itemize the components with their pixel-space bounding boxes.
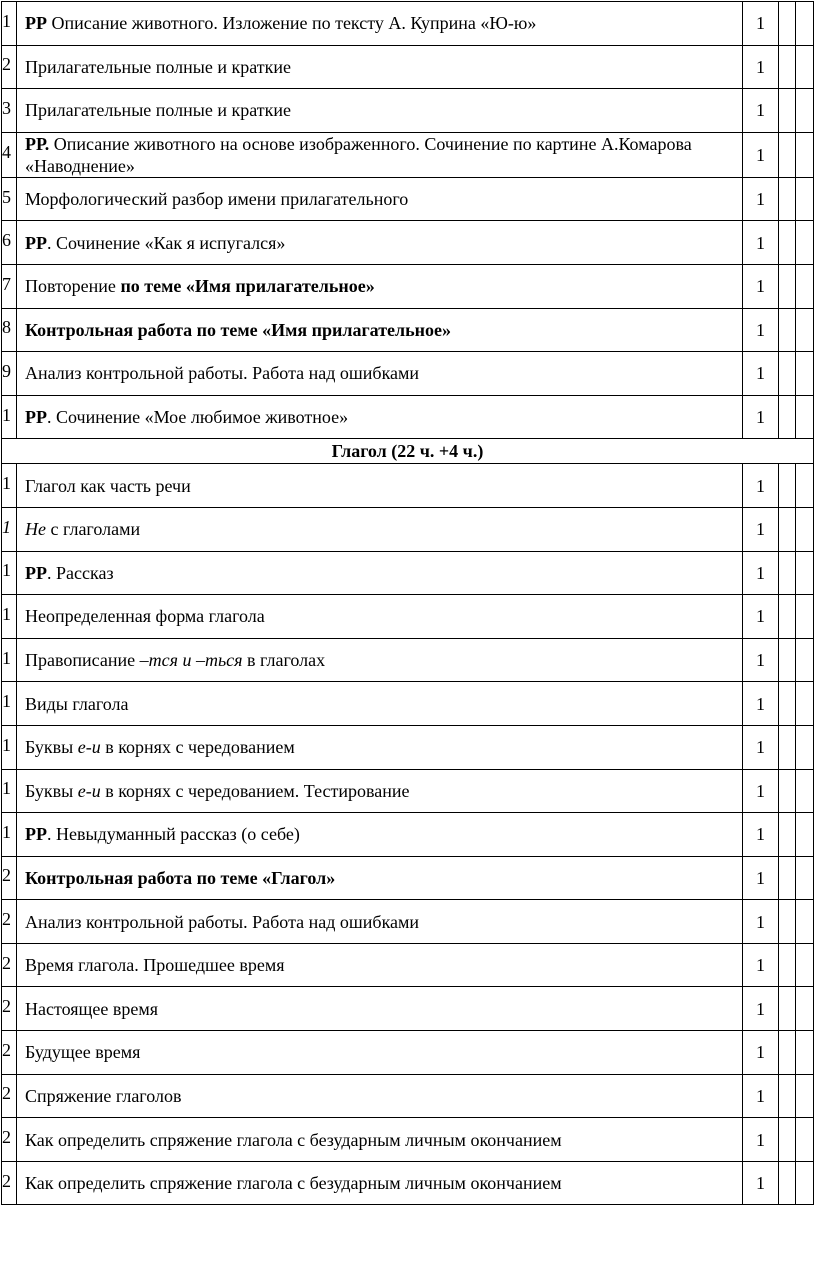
row-number xyxy=(2,595,17,639)
table-row xyxy=(2,1031,814,1075)
date-fact-cell xyxy=(796,264,814,308)
lesson-topic xyxy=(17,395,743,439)
topic-text: Прилагательные полные и краткие xyxy=(25,100,292,121)
row-number xyxy=(2,464,17,508)
date-plan-cell xyxy=(779,1074,796,1118)
table-row xyxy=(2,352,814,396)
lesson-hours: 1 xyxy=(743,1161,779,1205)
date-fact-cell xyxy=(796,221,814,265)
date-plan-cell xyxy=(779,900,796,944)
topic-text: е-и xyxy=(77,737,101,758)
date-plan-cell xyxy=(779,177,796,221)
row-number xyxy=(2,987,17,1031)
table-row xyxy=(2,464,814,508)
topic-text: в корнях с чередованием xyxy=(100,737,295,758)
topic-text: Буквы xyxy=(25,780,78,801)
date-plan-cell xyxy=(779,682,796,726)
row-number-text: 1 xyxy=(2,691,11,712)
table-row xyxy=(2,308,814,352)
topic-text: Прилагательные полные и краткие xyxy=(25,56,292,77)
date-fact-cell xyxy=(796,89,814,133)
lesson-topic xyxy=(17,987,743,1031)
lesson-topic xyxy=(17,464,743,508)
lesson-hours: 1 xyxy=(743,943,779,987)
topic-text: Контрольная работа по теме «Глагол» xyxy=(25,867,336,888)
lesson-topic xyxy=(17,352,743,396)
lesson-topic xyxy=(17,177,743,221)
lesson-topic xyxy=(17,221,743,265)
lesson-topic xyxy=(17,943,743,987)
date-fact-cell xyxy=(796,177,814,221)
date-plan-cell xyxy=(779,1161,796,1205)
date-fact-cell xyxy=(796,464,814,508)
row-number xyxy=(2,900,17,944)
row-number-text: 6 xyxy=(2,230,11,251)
date-plan-cell xyxy=(779,551,796,595)
lesson-hours: 1 xyxy=(743,352,779,396)
table-row xyxy=(2,595,814,639)
date-fact-cell xyxy=(796,900,814,944)
lesson-topic xyxy=(17,1031,743,1075)
table-body-verbs xyxy=(2,464,814,1205)
row-number xyxy=(2,45,17,89)
row-number-text: 1 xyxy=(2,10,11,31)
date-fact-cell xyxy=(796,987,814,1031)
row-number xyxy=(2,725,17,769)
topic-text: Глагол как часть речи xyxy=(25,475,191,496)
lesson-hours: 1 xyxy=(743,45,779,89)
lesson-hours: 1 xyxy=(743,1031,779,1075)
row-number-text: 8 xyxy=(2,317,11,338)
date-fact-cell xyxy=(796,308,814,352)
lesson-hours: 1 xyxy=(743,638,779,682)
row-number-text: 2 xyxy=(2,54,11,75)
row-number-text: 2 xyxy=(2,865,11,886)
table-row xyxy=(2,725,814,769)
lesson-hours: 1 xyxy=(743,551,779,595)
lesson-topic xyxy=(17,813,743,857)
row-number-text: 3 xyxy=(2,97,11,118)
date-fact-cell xyxy=(796,395,814,439)
date-plan-cell xyxy=(779,395,796,439)
row-number xyxy=(2,221,17,265)
lesson-hours: 1 xyxy=(743,595,779,639)
row-number-text: 1 xyxy=(2,778,11,799)
table-row xyxy=(2,221,814,265)
row-number xyxy=(2,264,17,308)
date-fact-cell xyxy=(796,725,814,769)
topic-text: Не xyxy=(25,519,46,540)
date-fact-cell xyxy=(796,352,814,396)
lesson-topic xyxy=(17,856,743,900)
date-plan-cell xyxy=(779,595,796,639)
row-number-text: 2 xyxy=(2,996,11,1017)
lesson-hours: 1 xyxy=(743,813,779,857)
row-number-text: 1 xyxy=(2,560,11,581)
row-number xyxy=(2,89,17,133)
lesson-topic xyxy=(17,507,743,551)
table-row xyxy=(2,2,814,46)
topic-text: Спряжение глаголов xyxy=(25,1085,182,1106)
topic-text: Буквы xyxy=(25,737,78,758)
topic-text: Правописание xyxy=(25,650,140,671)
lesson-topic xyxy=(17,769,743,813)
row-number-text: 1 xyxy=(2,516,11,537)
date-plan-cell xyxy=(779,45,796,89)
lesson-hours: 1 xyxy=(743,221,779,265)
topic-text: Как определить спряжение глагола с безударным личным окончанием xyxy=(25,1173,562,1194)
row-number xyxy=(2,1074,17,1118)
date-plan-cell xyxy=(779,308,796,352)
date-plan-cell xyxy=(779,507,796,551)
row-number-text: 1 xyxy=(2,647,11,668)
lesson-hours: 1 xyxy=(743,1074,779,1118)
date-plan-cell xyxy=(779,987,796,1031)
date-plan-cell xyxy=(779,769,796,813)
lesson-hours: 1 xyxy=(743,856,779,900)
table-row xyxy=(2,987,814,1031)
date-plan-cell xyxy=(779,221,796,265)
date-fact-cell xyxy=(796,682,814,726)
date-fact-cell xyxy=(796,943,814,987)
date-fact-cell xyxy=(796,551,814,595)
lesson-topic xyxy=(17,551,743,595)
row-number-text: 2 xyxy=(2,909,11,930)
row-number-text: 1 xyxy=(2,404,11,425)
row-number xyxy=(2,132,17,177)
lesson-topic xyxy=(17,1118,743,1162)
table-row xyxy=(2,132,814,177)
table-row xyxy=(2,177,814,221)
topic-text: РР xyxy=(25,13,47,34)
lesson-hours: 1 xyxy=(743,177,779,221)
lesson-topic xyxy=(17,1161,743,1205)
row-number-text: 5 xyxy=(2,186,11,207)
date-plan-cell xyxy=(779,856,796,900)
lesson-hours: 1 xyxy=(743,89,779,133)
row-number xyxy=(2,813,17,857)
date-fact-cell xyxy=(796,132,814,177)
table-body-adjectives xyxy=(2,2,814,439)
lesson-hours: 1 xyxy=(743,464,779,508)
table-row xyxy=(2,638,814,682)
lesson-hours: 1 xyxy=(743,682,779,726)
lesson-topic xyxy=(17,132,743,177)
date-plan-cell xyxy=(779,638,796,682)
date-fact-cell xyxy=(796,1161,814,1205)
lesson-topic xyxy=(17,308,743,352)
table-row xyxy=(2,769,814,813)
lesson-topic xyxy=(17,264,743,308)
row-number xyxy=(2,395,17,439)
topic-text: . Сочинение «Как я испугался» xyxy=(47,232,286,253)
date-fact-cell xyxy=(796,638,814,682)
lesson-topic xyxy=(17,682,743,726)
row-number-text: 2 xyxy=(2,1039,11,1060)
lesson-hours: 1 xyxy=(743,308,779,352)
table-row xyxy=(2,813,814,857)
lesson-hours: 1 xyxy=(743,395,779,439)
row-number xyxy=(2,769,17,813)
lesson-topic xyxy=(17,1074,743,1118)
date-fact-cell xyxy=(796,856,814,900)
lesson-hours: 1 xyxy=(743,769,779,813)
table-row xyxy=(2,551,814,595)
table-row xyxy=(2,89,814,133)
table-row xyxy=(2,45,814,89)
topic-text: с глаголами xyxy=(46,519,141,540)
date-plan-cell xyxy=(779,943,796,987)
row-number-text: 1 xyxy=(2,603,11,624)
date-fact-cell xyxy=(796,45,814,89)
topic-text: Морфологический разбор имени прилагательного xyxy=(25,189,409,210)
row-number-text: 1 xyxy=(2,734,11,755)
date-plan-cell xyxy=(779,132,796,177)
topic-text: РР xyxy=(25,824,47,845)
table-row xyxy=(2,856,814,900)
date-fact-cell xyxy=(796,595,814,639)
lesson-plan-table xyxy=(1,1,814,1205)
row-number-text: 2 xyxy=(2,1083,11,1104)
date-plan-cell xyxy=(779,352,796,396)
row-number xyxy=(2,1031,17,1075)
topic-text: Повторение xyxy=(25,276,121,297)
date-plan-cell xyxy=(779,464,796,508)
table-row xyxy=(2,1118,814,1162)
topic-text: . Невыдуманный рассказ (о себе) xyxy=(47,824,300,845)
row-number-text: 9 xyxy=(2,360,11,381)
table-body-section xyxy=(2,439,814,464)
row-number-text: 2 xyxy=(2,952,11,973)
table-row xyxy=(2,900,814,944)
lesson-topic xyxy=(17,638,743,682)
row-number xyxy=(2,352,17,396)
date-plan-cell xyxy=(779,813,796,857)
lesson-topic xyxy=(17,2,743,46)
topic-text: Анализ контрольной работы. Работа над ошибками xyxy=(25,911,420,932)
row-number xyxy=(2,1161,17,1205)
row-number xyxy=(2,177,17,221)
topic-text: РР. xyxy=(25,133,50,154)
date-plan-cell xyxy=(779,264,796,308)
topic-text: е-и xyxy=(77,780,101,801)
table-row xyxy=(2,1161,814,1205)
row-number xyxy=(2,551,17,595)
lesson-hours: 1 xyxy=(743,2,779,46)
topic-text: . Рассказ xyxy=(47,562,114,583)
topic-text: Будущее время xyxy=(25,1042,141,1063)
topic-text: Как определить спряжение глагола с безударным личным окончанием xyxy=(25,1129,562,1150)
date-fact-cell xyxy=(796,1074,814,1118)
date-plan-cell xyxy=(779,725,796,769)
row-number xyxy=(2,943,17,987)
lesson-hours: 1 xyxy=(743,987,779,1031)
date-fact-cell xyxy=(796,507,814,551)
topic-text: РР xyxy=(25,407,47,428)
topic-text: Анализ контрольной работы. Работа над ошибками xyxy=(25,363,420,384)
table-row xyxy=(2,682,814,726)
lesson-hours: 1 xyxy=(743,507,779,551)
table-row xyxy=(2,507,814,551)
date-fact-cell xyxy=(796,769,814,813)
row-number xyxy=(2,1118,17,1162)
topic-text: Настоящее время xyxy=(25,998,159,1019)
row-number-text: 2 xyxy=(2,1170,11,1191)
lesson-hours: 1 xyxy=(743,1118,779,1162)
date-plan-cell xyxy=(779,89,796,133)
lesson-topic xyxy=(17,45,743,89)
lesson-topic xyxy=(17,595,743,639)
row-number xyxy=(2,2,17,46)
section-header-row xyxy=(2,439,814,464)
row-number-text: 7 xyxy=(2,273,11,294)
row-number-text: 1 xyxy=(2,821,11,842)
row-number xyxy=(2,638,17,682)
topic-text: –тся и –ться xyxy=(139,650,243,671)
row-number xyxy=(2,682,17,726)
row-number-text: 1 xyxy=(2,473,11,494)
row-number xyxy=(2,856,17,900)
lesson-topic xyxy=(17,725,743,769)
row-number xyxy=(2,507,17,551)
lesson-hours: 1 xyxy=(743,725,779,769)
date-fact-cell xyxy=(796,1031,814,1075)
date-plan-cell xyxy=(779,1031,796,1075)
date-fact-cell xyxy=(796,1118,814,1162)
topic-text: Виды глагола xyxy=(25,693,129,714)
topic-text: Контрольная работа по теме «Имя прилагательное» xyxy=(25,319,452,340)
topic-text: в корнях с чередованием. Тестирование xyxy=(100,780,410,801)
topic-text: Описание животного на основе изображенного. Сочинение по картине А.Комарова «Наводнение» xyxy=(25,133,692,176)
topic-text: . Сочинение «Мое любимое животное» xyxy=(47,407,349,428)
lesson-hours: 1 xyxy=(743,900,779,944)
table-row xyxy=(2,1074,814,1118)
topic-text: в глаголах xyxy=(242,650,326,671)
lesson-topic xyxy=(17,89,743,133)
lesson-topic xyxy=(17,900,743,944)
topic-text: РР xyxy=(25,232,47,253)
date-fact-cell xyxy=(796,2,814,46)
topic-text: РР xyxy=(25,562,47,583)
section-title: Глагол (22 ч. +4 ч.) xyxy=(2,439,814,464)
row-number xyxy=(2,308,17,352)
table-row xyxy=(2,943,814,987)
topic-text: Описание животного. Изложение по тексту А. Куприна «Ю-ю» xyxy=(47,13,537,34)
lesson-hours: 1 xyxy=(743,264,779,308)
row-number-text: 4 xyxy=(2,142,11,163)
row-number-text: 2 xyxy=(2,1127,11,1148)
date-plan-cell xyxy=(779,2,796,46)
topic-text: по теме «Имя прилагательное» xyxy=(120,276,375,297)
table-row xyxy=(2,264,814,308)
lesson-hours: 1 xyxy=(743,132,779,177)
date-plan-cell xyxy=(779,1118,796,1162)
topic-text: Неопределенная форма глагола xyxy=(25,606,265,627)
date-fact-cell xyxy=(796,813,814,857)
table-row xyxy=(2,395,814,439)
topic-text: Время глагола. Прошедшее время xyxy=(25,955,285,976)
